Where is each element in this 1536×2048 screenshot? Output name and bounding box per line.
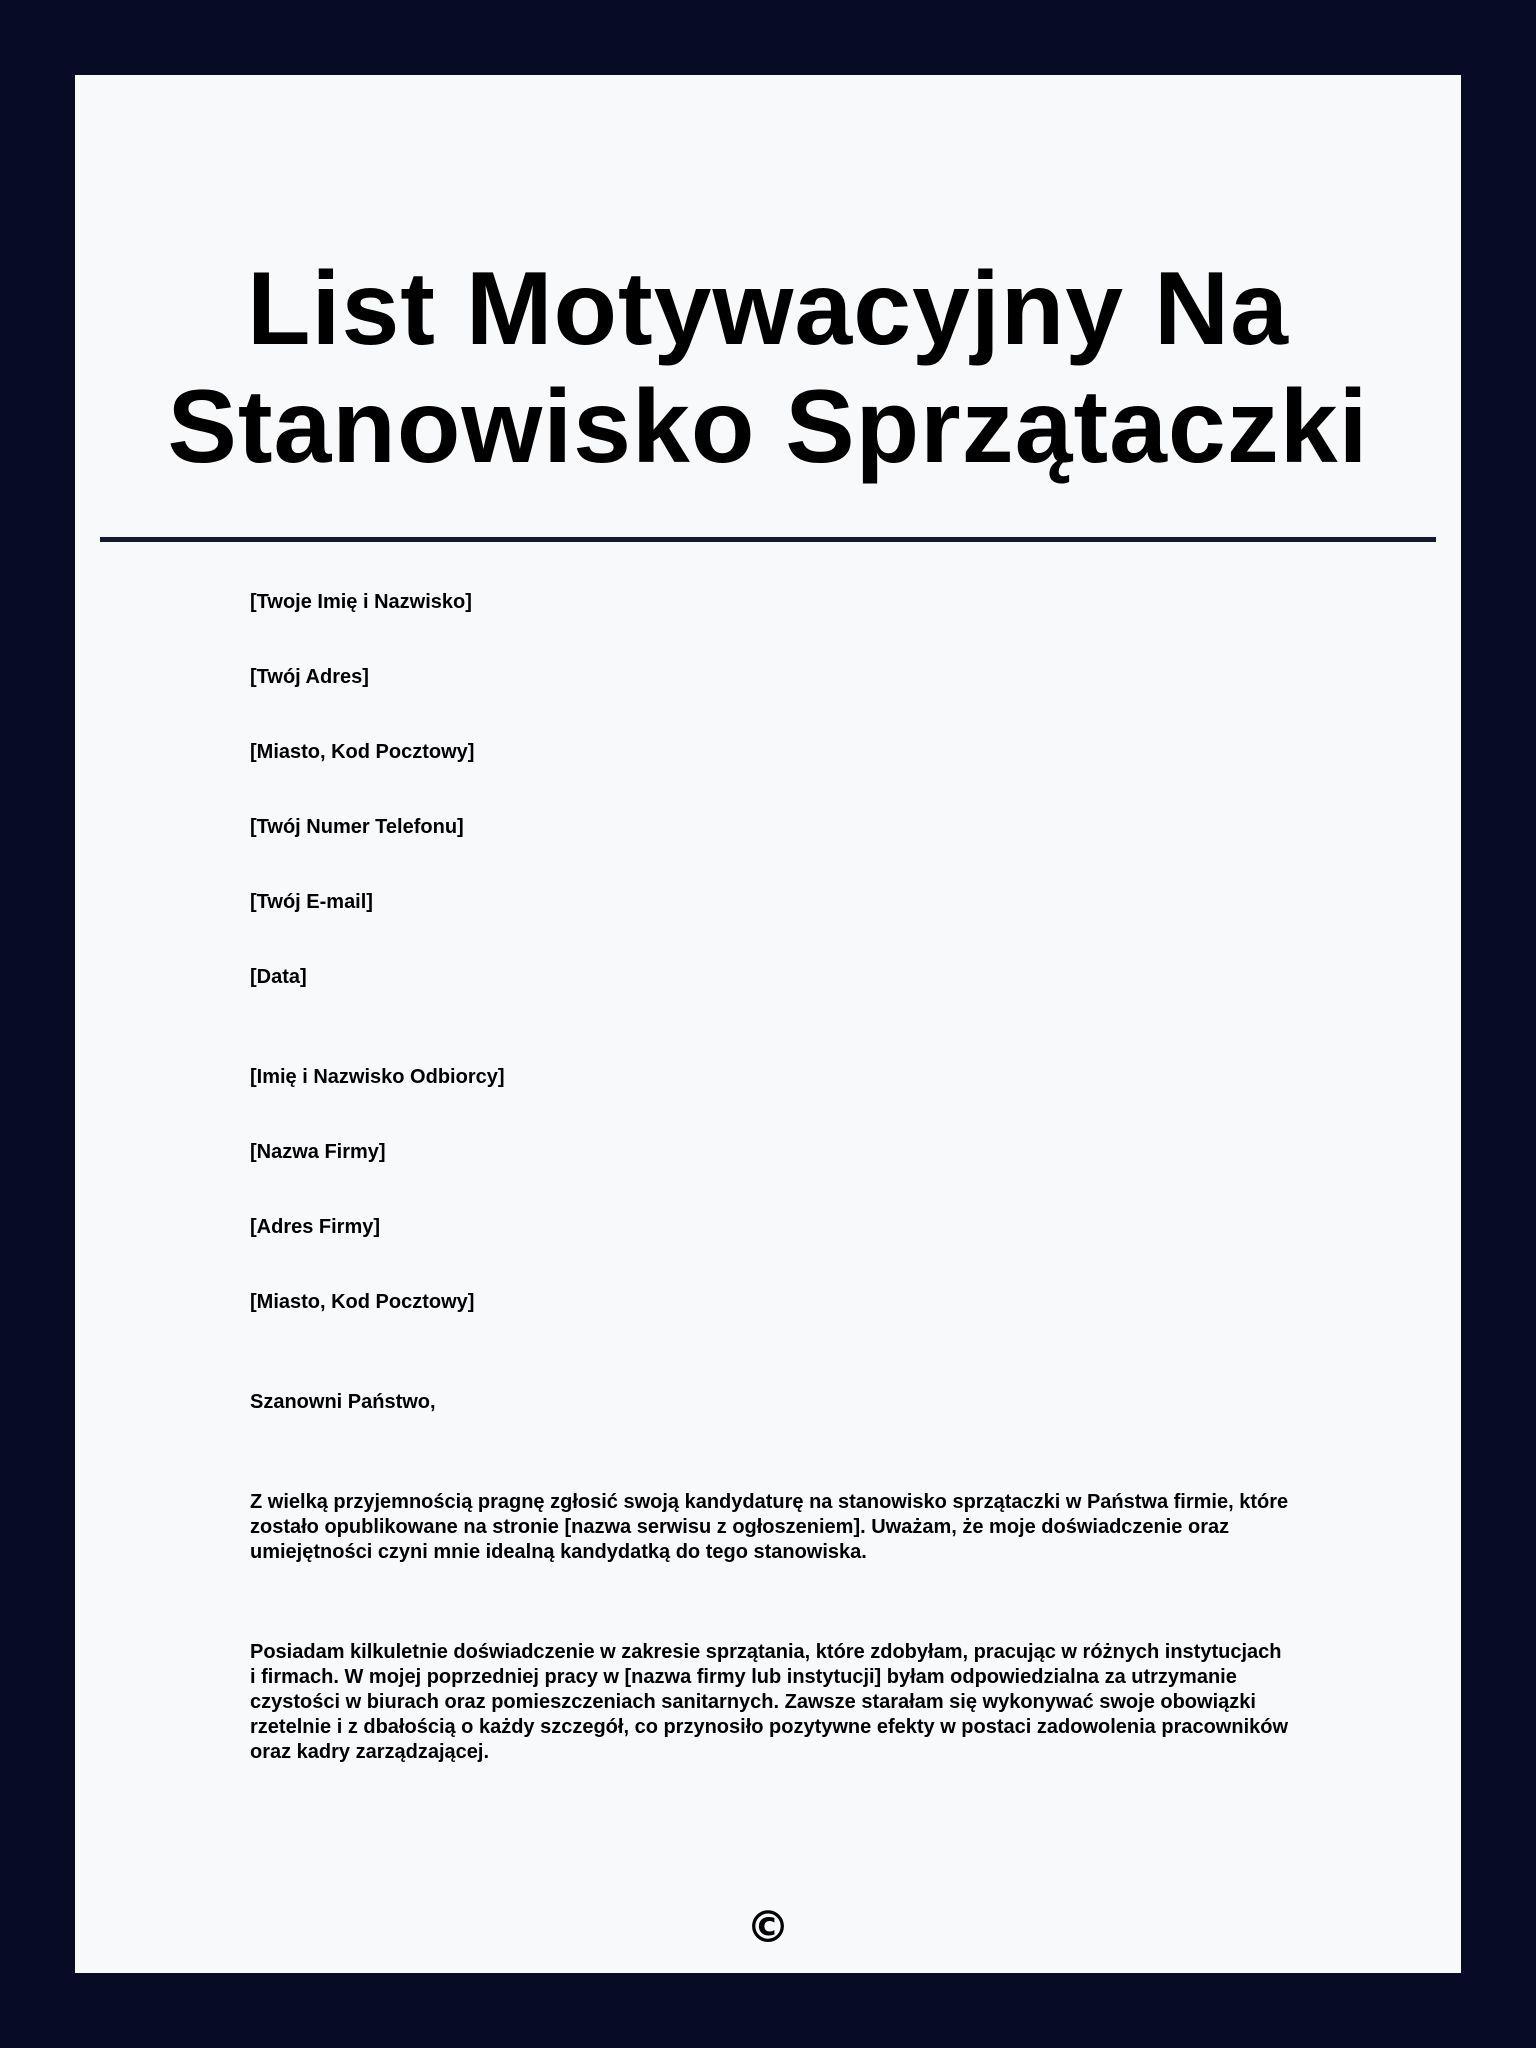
document-title: List Motywacyjny Na Stanowisko Sprzątaczki xyxy=(167,251,1369,485)
sender-phone: [Twój Numer Telefonu] xyxy=(250,816,464,838)
title-divider xyxy=(100,537,1436,542)
body-paragraph-2: Posiadam kilkuletnie doświadczenie w zakresie sprzątania, które zdobyłam, pracując w różnych instytucjach i firmach. W mojej poprzedniej pracy w [nazwa firmy lub instytucji] byłam odpowiedzialna za utrzymanie czystości w biurach oraz pomieszczeniach sanitarnych. Zawsze starałam się wykonywać swoje obowiązki rzetelnie i z dbałością o każdy szczegół, co przynosiło pozytywne efekty w postaci zadowolenia pracowników oraz kadry zarządzającej. xyxy=(250,1641,1289,1763)
letter-date: [Data] xyxy=(250,966,307,988)
recipient-company: [Nazwa Firmy] xyxy=(250,1141,386,1163)
recipient-city-postal: [Miasto, Kod Pocztowy] xyxy=(250,1291,475,1313)
copyright-icon: © xyxy=(746,1902,790,1953)
recipient-company-address: [Adres Firmy] xyxy=(250,1216,381,1238)
salutation: Szanowni Państwo, xyxy=(250,1391,436,1413)
sender-address: [Twój Adres] xyxy=(250,666,369,688)
letter-page xyxy=(75,75,1461,1973)
sender-city-postal: [Miasto, Kod Pocztowy] xyxy=(250,741,475,763)
sender-name: [Twoje Imię i Nazwisko] xyxy=(250,591,472,613)
sender-email: [Twój E-mail] xyxy=(250,891,373,913)
body-paragraph-1: Z wielką przyjemnością pragnę zgłosić swoją kandydaturę na stanowisko sprzątaczki w Państwa firmie, które zostało opublikowane na stronie [nazwa serwisu z ogłoszeniem]. Uważam, że moje doświadczenie oraz umiejętności czyni mnie idealną kandydatką do tego stanowiska. xyxy=(250,1491,1289,1563)
recipient-name: [Imię i Nazwisko Odbiorcy] xyxy=(250,1066,505,1088)
